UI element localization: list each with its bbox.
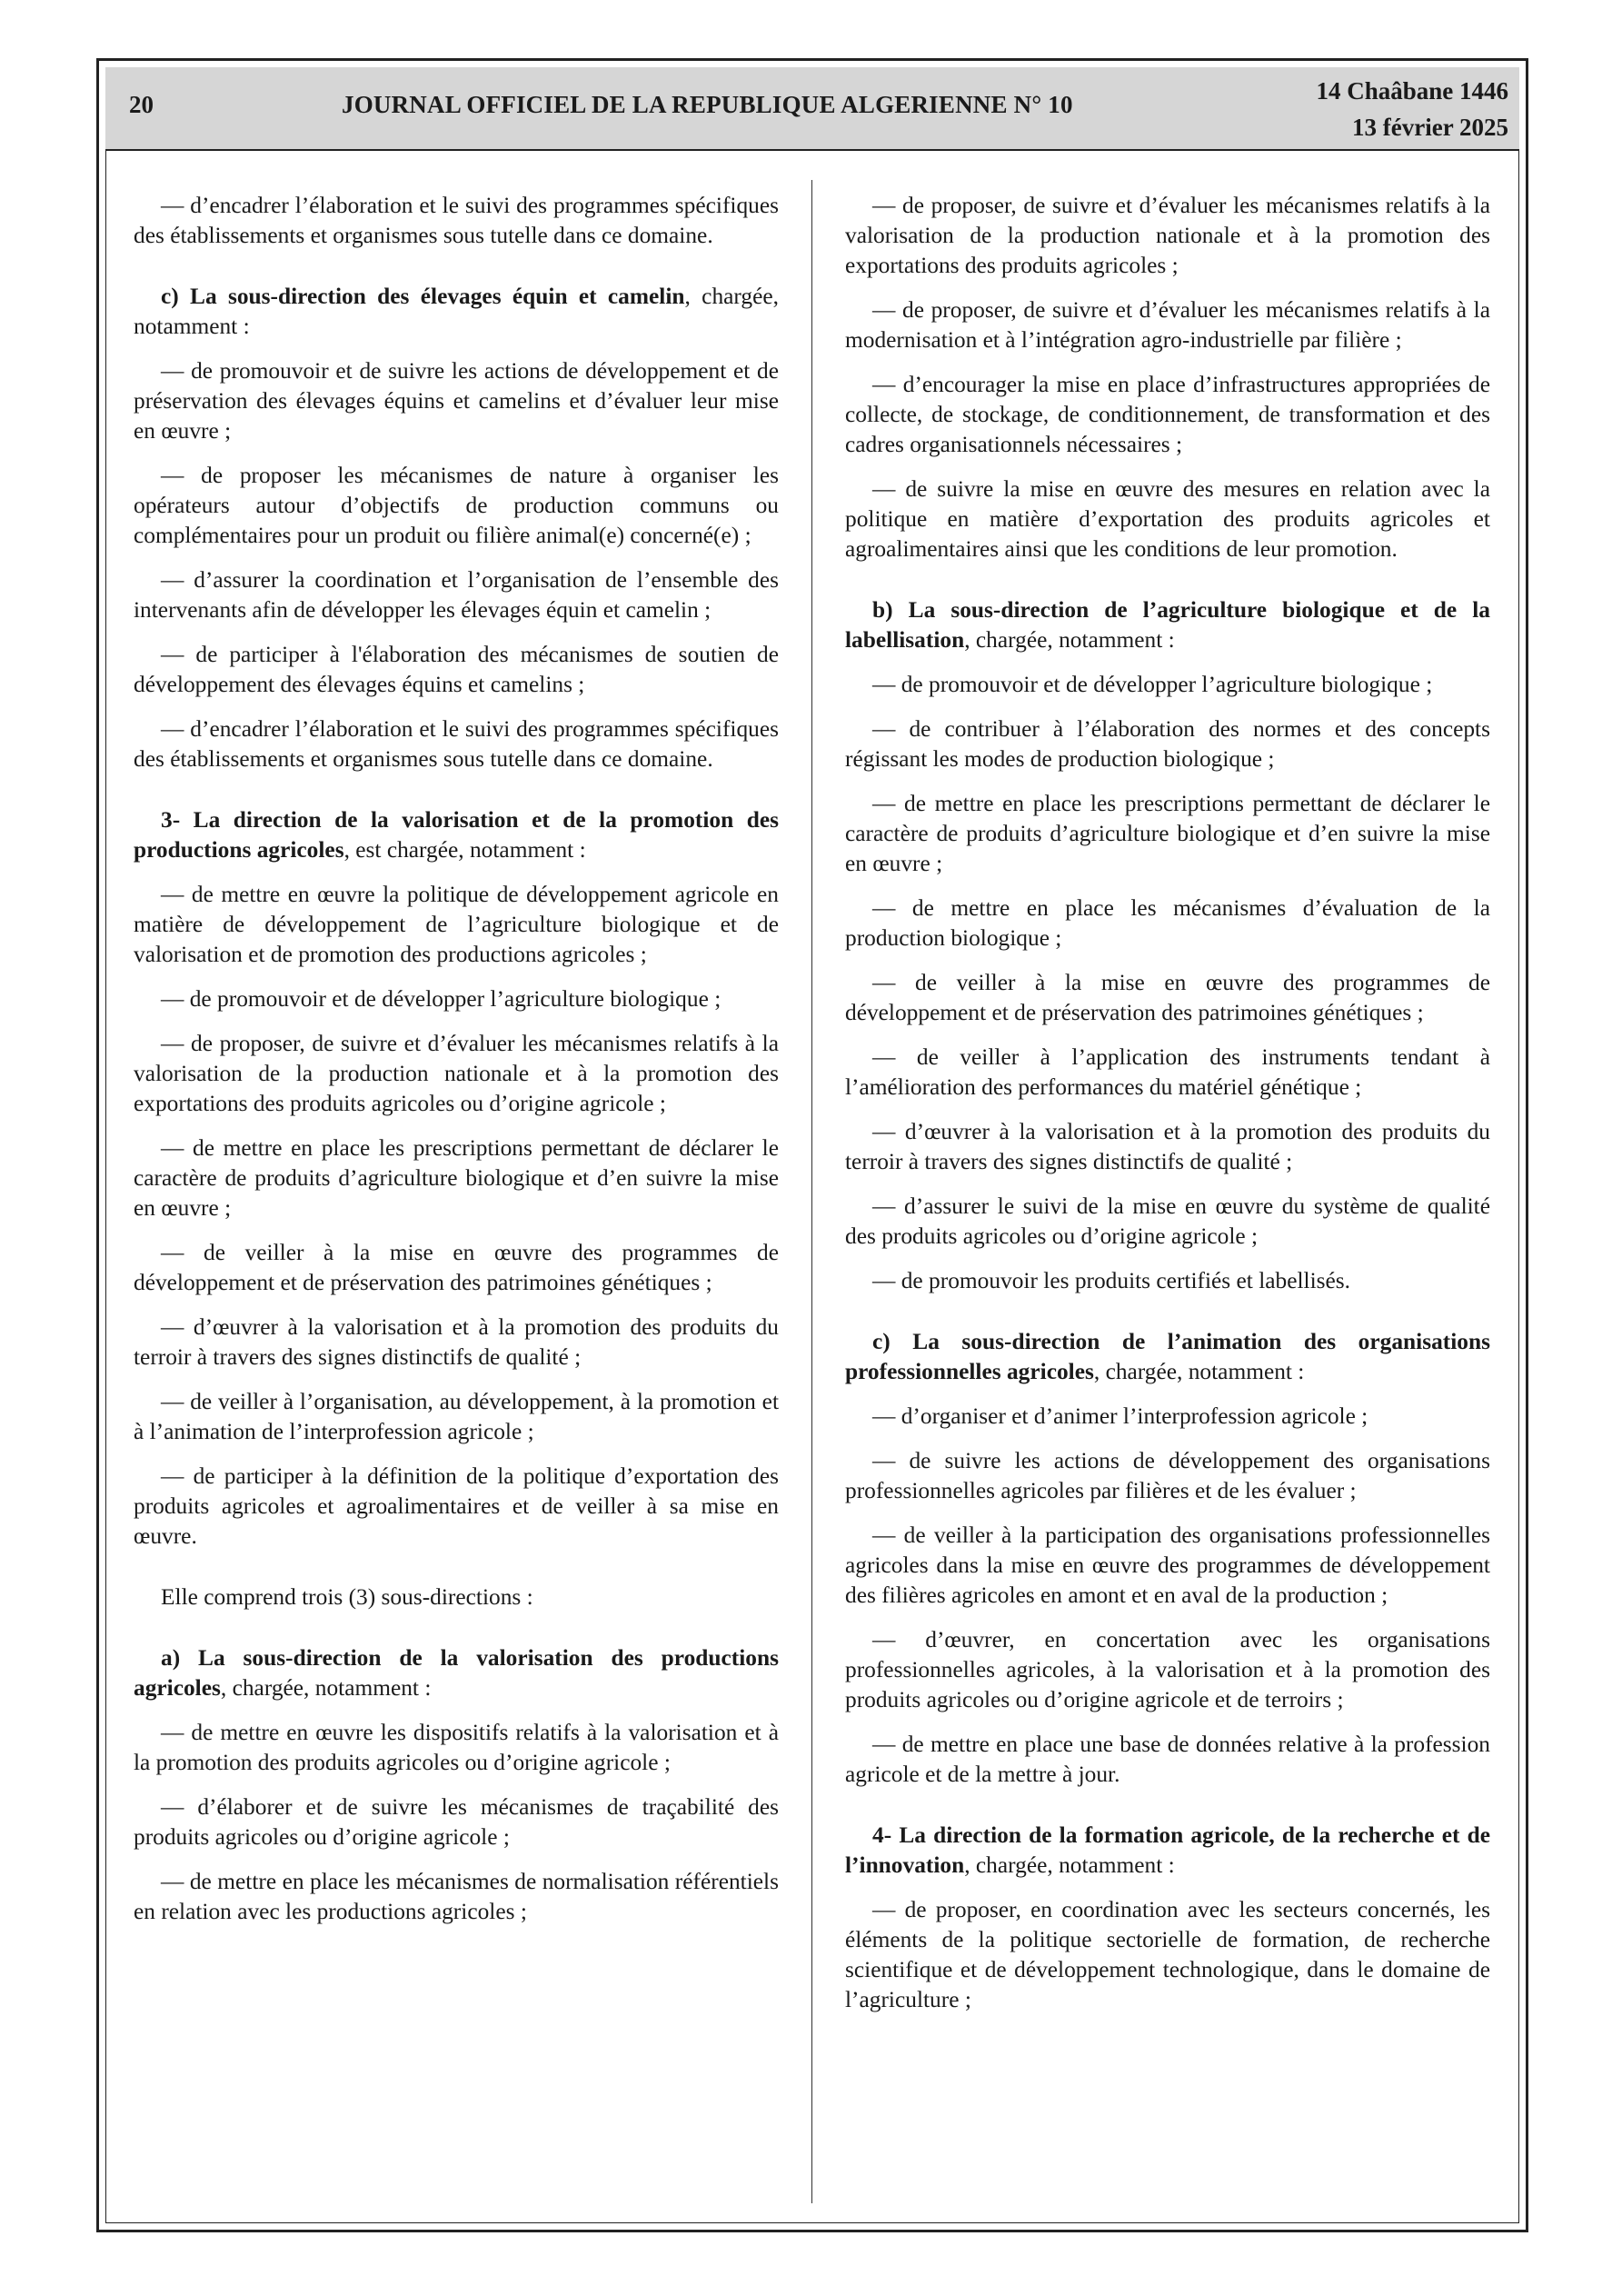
- heading-bold: a) La sous-direction de la valorisation des productions agricoles: [134, 1645, 779, 1701]
- paragraph: — de mettre en place les mécanismes de normalisation référentiels en relation avec les productions agricoles ;: [134, 1869, 779, 1924]
- paragraph: — de mettre en place les mécanismes d’évaluation de la production biologique ;: [845, 895, 1490, 951]
- heading-bold: c) La sous-direction des élevages équin et camelin: [161, 284, 685, 309]
- paragraph: — de veiller à l’organisation, au développement, à la promotion et à l’animation de l’interprofession agricole ;: [134, 1389, 779, 1444]
- paragraph: — de proposer les mécanismes de nature à organiser les opérateurs autour d’objectifs de production communs ou complémentaires pour un produit ou filière animal(e) concerné(e) ;: [134, 463, 779, 548]
- issue-date: [1316, 73, 1508, 145]
- paragraph: — de proposer, de suivre et d’évaluer les mécanismes relatifs à la valorisation de la production nationale et à la promotion des exportations des produits agricoles ou d’origine agricole ;: [134, 1031, 779, 1116]
- paragraph: — d’œuvrer à la valorisation et à la promotion des produits du terroir à travers des signes distinctifs de qualité ;: [845, 1119, 1490, 1174]
- paragraph: — de promouvoir et de suivre les actions de développement et de préservation des élevages équins et camelins et d’évaluer leur mise en œuvre ;: [134, 358, 779, 444]
- paragraph: — d’œuvrer à la valorisation et à la promotion des produits du terroir à travers des signes distinctifs de qualité ;: [134, 1314, 779, 1370]
- paragraph: — de suivre la mise en œuvre des mesures en relation avec la politique en matière d’exportation des produits agricoles et agroalimentaires ainsi que les conditions de leur promotion.: [845, 476, 1490, 562]
- heading-rest: , chargée, notamment :: [1093, 1359, 1305, 1384]
- subsection-heading-c: [134, 282, 779, 342]
- journal-header: [105, 67, 1519, 151]
- paragraph: — de promouvoir les produits certifiés et labellisés.: [872, 1268, 1351, 1293]
- paragraph: — de mettre en place les prescriptions permettant de déclarer le caractère de produits d’agriculture biologique et d’en suivre la mise en œuvre ;: [845, 791, 1490, 876]
- paragraph: — de veiller à la participation des organisations professionnelles agricoles dans la mise en œuvre des programmes de développement des filières agricoles en amont et en aval de la production ;: [845, 1522, 1490, 1608]
- paragraph: — d’encadrer l’élaboration et le suivi des programmes spécifiques des établissements et organismes sous tutelle dans ce domaine.: [134, 193, 779, 248]
- paragraph: — de participer à la définition de la politique d’exportation des produits agricoles et agroalimentaires et de veiller à sa mise en œuvre.: [134, 1463, 779, 1549]
- paragraph: — d’assurer la coordination et l’organisation de l’ensemble des intervenants afin de développer les élevages équin et camelin ;: [134, 567, 779, 623]
- paragraph: — d’assurer le suivi de la mise en œuvre du système de qualité des produits agricoles ou d’origine agricole ;: [845, 1193, 1490, 1249]
- direction-heading-4: [845, 1821, 1490, 1881]
- heading-rest: , est chargée, notamment :: [343, 837, 586, 863]
- page-number: 20: [129, 91, 154, 118]
- paragraph: — d’organiser et d’animer l’interprofession agricole ;: [872, 1403, 1368, 1429]
- journal-title: JOURNAL OFFICIEL DE LA REPUBLIQUE ALGERIENNE N° 10: [342, 91, 1073, 118]
- subsection-heading-b: [845, 595, 1490, 655]
- left-column: [134, 191, 779, 1942]
- paragraph: — de mettre en œuvre les dispositifs relatifs à la valorisation et à la promotion des produits agricoles ou d’origine agricole ;: [134, 1720, 779, 1775]
- heading-rest: , chargée, notamment :: [964, 1852, 1175, 1878]
- gregorian-date: 13 février 2025: [1352, 114, 1508, 141]
- paragraph: Elle comprend trois (3) sous-directions :: [161, 1584, 533, 1610]
- paragraph: — de veiller à la mise en œuvre des programmes de développement et de préservation des patrimoines génétiques ;: [845, 970, 1490, 1025]
- paragraph: — de proposer, en coordination avec les secteurs concernés, les éléments de la politique sectorielle de formation, de recherche scientifique et de développement technologique, dans le domaine de l’agriculture ;: [845, 1897, 1490, 2012]
- paragraph: — de participer à l'élaboration des mécanismes de soutien de développement des élevages équins et camelins ;: [134, 642, 779, 697]
- paragraph: — de veiller à la mise en œuvre des programmes de développement et de préservation des patrimoines génétiques ;: [134, 1240, 779, 1295]
- paragraph: — d’œuvrer, en concertation avec les organisations professionnelles agricoles, à la valorisation et à la promotion des produits agricoles ou d’origine agricole et de terroirs ;: [845, 1627, 1490, 1712]
- subsection-heading-a: [134, 1643, 779, 1703]
- paragraph: — de proposer, de suivre et d’évaluer les mécanismes relatifs à la modernisation et à l’intégration agro-industrielle par filière ;: [845, 297, 1490, 353]
- heading-rest: , chargée, notamment :: [964, 627, 1175, 653]
- paragraph: — de mettre en place les prescriptions permettant de déclarer le caractère de produits d’agriculture biologique et d’en suivre la mise en œuvre ;: [134, 1135, 779, 1221]
- paragraph: — de contribuer à l’élaboration des normes et des concepts régissant les modes de production biologique ;: [845, 716, 1490, 772]
- heading-bold: c) La sous-direction de l’animation des organisations professionnelles agricoles: [845, 1329, 1490, 1384]
- heading-bold: 4- La direction de la formation agricole, de la recherche et de l’innovation: [845, 1822, 1490, 1878]
- paragraph: — de promouvoir et de développer l’agriculture biologique ;: [872, 672, 1433, 697]
- paragraph: — de promouvoir et de développer l’agriculture biologique ;: [161, 986, 721, 1012]
- direction-heading-3: [134, 805, 779, 865]
- heading-rest: , chargée, notamment :: [134, 284, 779, 339]
- paragraph: — de mettre en œuvre la politique de développement agricole en matière de développement de l’agriculture biologique et de valorisation et de promotion des productions agricoles ;: [134, 882, 779, 967]
- hijri-date: 14 Chaâbane 1446: [1316, 77, 1508, 105]
- paragraph: — d’élaborer et de suivre les mécanismes de traçabilité des produits agricoles ou d’origine agricole ;: [134, 1794, 779, 1850]
- paragraph: — de mettre en place une base de données relative à la profession agricole et de la mettre à jour.: [845, 1732, 1490, 1787]
- right-column: [845, 191, 1490, 2030]
- paragraph: — de suivre les actions de développement des organisations professionnelles agricoles par filières et de les évaluer ;: [845, 1448, 1490, 1503]
- heading-bold: 3- La direction de la valorisation et de la promotion des productions agricoles: [134, 807, 779, 863]
- paragraph: — de proposer, de suivre et d’évaluer les mécanismes relatifs à la valorisation de la production nationale et à la promotion des exportations des produits agricoles ;: [845, 193, 1490, 278]
- column-divider: [811, 180, 812, 2203]
- subsection-heading-c: [845, 1327, 1490, 1387]
- paragraph: — de veiller à l’application des instruments tendant à l’amélioration des performances du matériel génétique ;: [845, 1044, 1490, 1100]
- paragraph: — d’encadrer l’élaboration et le suivi des programmes spécifiques des établissements et organismes sous tutelle dans ce domaine.: [134, 716, 779, 772]
- heading-rest: , chargée, notamment :: [220, 1675, 432, 1701]
- heading-bold: b) La sous-direction de l’agriculture biologique et de la labellisation: [845, 597, 1490, 653]
- paragraph: — d’encourager la mise en place d’infrastructures appropriées de collecte, de stockage, de conditionnement, de transformation et des cadres organisationnels nécessaires ;: [845, 372, 1490, 457]
